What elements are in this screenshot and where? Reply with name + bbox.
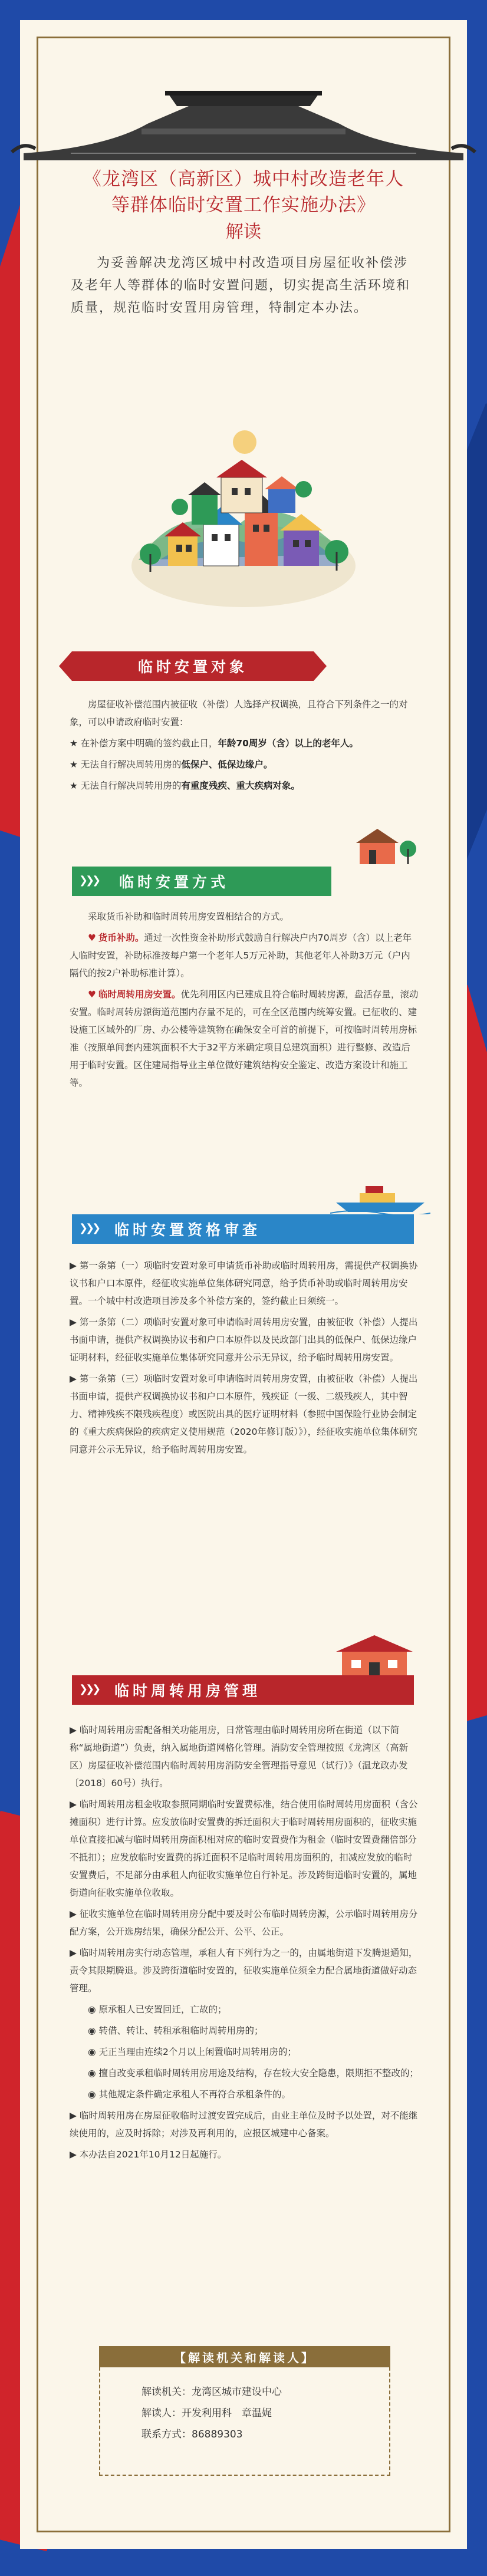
list-item-text: 第一条第（一）项临时安置对象可申请货币补助或临时周转用房，需提供产权调换协议书和户口本原件，经征收实施单位集体研究同意，给予货币补助或临时周转用房安置。一个城中村改造项目涉及多个补偿方案的，签约截止日须统一。: [70, 1260, 418, 1306]
condition-text: 原承租人已安置回迁，亡故的；: [98, 2004, 227, 2015]
bullet-item: [70, 734, 419, 752]
list-item-text: 征收实施单位在临时周转用房分配中要及时公布临时周转房源，公示临时周转用房分配方案，公开选房结果，确保分配公开、公平、公正。: [70, 1909, 418, 1937]
condition-item: [70, 2064, 419, 2082]
heart-icon: ♥: [88, 989, 96, 1000]
list-item-text: 临时周转用房租金收取参照同期临时安置费标准，结合使用临时周转用房面积（含公摊面积）进行计算。应发放临时安置费的拆迁面积大于临时周转用房面积的，征收实施单位直接扣减与临时周转用房面积相对应的临时安置费作为租金（临时安置费翻倍部分不抵扣）；应发放临时安置费的拆迁面积不足临时周转用房面积的，扣减应发放的临时安置费后，不足部分由承租人向征收实施单位自行补足。涉及跨街道临时安置的，属地街道向征收实施单位收取。: [70, 1799, 418, 1898]
village-illustration: [127, 419, 360, 613]
boat-decoration: [330, 1179, 430, 1214]
chevron-icon: ❯❯❯: [79, 1222, 99, 1234]
list-item-text: 临时周转用房在房屋征收临时过渡安置完成后，由业主单位及时予以处置，对不能继续使用的，应及时拆除；对涉及再利用的，应报区城建中心备案。: [70, 2110, 418, 2139]
list-item: [70, 2146, 419, 2163]
section-heading-eligibility-review: [72, 1214, 414, 1244]
section-heading-housing-management: [72, 1675, 414, 1705]
list-item-text: 第一条第（三）项临时安置对象可申请临时周转用房安置，由被征收（补偿）人提出书面申请，提供产权调换协议书和户口本原件，残疾证（一级、二级残疾人，其中智力、精神残疾不限残疾程度）或医院出具的医疗证明材料（参照中国保险行业协会制定的《重大疾病保险的疾病定义使用规范（2020年修订版）》），经征收实施单位集体研究同意并公示无异议，给予临时周转用房安置。: [70, 1373, 418, 1455]
triangle-icon: ▶: [70, 1799, 80, 1810]
sub-item-text: 通过一次性资金补助形式鼓励自行解决户内70周岁（含）以上老年人临时安置，补助标准按每户第一个老年人5万元补助，其他老年人补助3万元（户内隔代的按2户补助标准计算）。: [70, 933, 412, 979]
house-decoration: [354, 825, 419, 867]
condition-text: 转借、转让、转租承租临时周转用房的；: [98, 2025, 264, 2036]
bullet-emphasis: 年龄70周岁（含）以上的老年人。: [218, 738, 358, 749]
list-item-text: 本办法自2021年10月12日起施行。: [79, 2149, 227, 2160]
circle-bullet-icon: ◉: [88, 2025, 99, 2036]
paragraph: 采取货币补助和临时周转用房安置相结合的方式。: [88, 911, 289, 922]
triangle-icon: ▶: [70, 1373, 80, 1384]
bullet-text: 在补偿方案中明确的签约截止日，: [80, 738, 218, 749]
list-item: [70, 1944, 419, 1997]
list-item-text: 第一条第（二）项临时安置对象可申请临时周转用房安置，由被征收（补偿）人提出书面申请，提供产权调换协议书和户口本原件以及民政部门出具的低保户、低保边缘户证明材料，经征收实施单位集体研究同意并公示无异议，给予临时周转用房安置。: [70, 1317, 418, 1363]
triangle-icon: ▶: [70, 1725, 80, 1735]
list-item: [70, 1313, 419, 1366]
footer-person: 解读人：开发利用科 章温娓: [142, 2407, 272, 2419]
title-line-1: 《龙湾区（高新区）城中村改造老年人: [83, 169, 404, 190]
paragraph: 房屋征收补偿范围内被征收（补偿）人选择产权调换，且符合下列条件之一的对象，可以申请政府临时安置：: [70, 699, 408, 727]
triangle-icon: ▶: [70, 2149, 80, 2160]
sub-item: [70, 986, 419, 1092]
list-item: [70, 2107, 419, 2142]
list-item: [70, 1721, 419, 1792]
chevron-icon: ❯❯❯: [79, 1683, 99, 1695]
condition-item: [70, 2022, 419, 2040]
roof-illustration: [0, 83, 487, 165]
condition-item: [70, 2043, 419, 2061]
list-item: [70, 1905, 419, 1941]
sub-item-label: 货币补助。: [98, 933, 144, 943]
triangle-icon: ▶: [70, 1260, 80, 1271]
list-item: [70, 1257, 419, 1310]
list-item: [70, 1370, 419, 1458]
section-heading-text: 临时安置方式: [119, 874, 229, 891]
house-decoration: [330, 1633, 425, 1680]
condition-item: [70, 2001, 419, 2018]
circle-bullet-icon: ◉: [88, 2004, 99, 2015]
list-item: [70, 1796, 419, 1902]
section-heading-text: 临时周转用房管理: [114, 1682, 261, 1699]
section-placement-target: [70, 696, 419, 798]
star-icon: ★: [70, 759, 81, 770]
bullet-emphasis: 低保户、低保边缘户。: [181, 759, 273, 770]
bullet-item: [70, 756, 419, 773]
triangle-icon: ▶: [70, 1909, 80, 1919]
chevron-icon: ❯❯❯: [79, 874, 99, 887]
section-placement-method: [70, 908, 419, 1095]
title-line-2: 等群体临时安置工作实施办法》: [111, 195, 376, 216]
triangle-icon: ▶: [70, 1948, 80, 1958]
heart-icon: ♥: [88, 933, 96, 943]
section-housing-management: [70, 1721, 419, 2167]
section-heading-text: 临时安置资格审查: [114, 1221, 261, 1238]
sub-item-label: 临时周转用房安置。: [98, 989, 181, 1000]
sub-item-text: 优先利用区内已建成且符合临时周转房源，盘活存量，滚动安置。临时周转房源街道范围内存量不足的，可在全区范围内统筹安置。已征收的、建设施工区域外的厂房、办公楼等建筑物在确保安全可首的前提下，可按临时周转用房标准（按照单间套内建筑面积不大于32平方米确定项目总建筑面积）进行整修、改造后用于临时安置。区住建局指导业主单位做好建筑结构安全鉴定、改造方案设计和施工等。: [70, 989, 419, 1088]
footer-info: [142, 2381, 377, 2445]
section-heading-placement-target: [72, 651, 314, 681]
footer-org: 解读机关：龙湾区城市建设中心: [142, 2386, 282, 2398]
circle-bullet-icon: ◉: [88, 2068, 99, 2078]
section-heading-text: 临时安置对象: [137, 658, 248, 676]
circle-bullet-icon: ◉: [88, 2047, 99, 2057]
bullet-emphasis: 有重度残疾、重大疾病对象。: [181, 780, 300, 791]
footer-phone: 联系方式：86889303: [142, 2429, 243, 2440]
list-item-text: 临时周转用房需配备相关功能用房，日常管理由临时周转用房所在街道（以下简称“属地街道”）负责，纳入属地街道网格化管理。消防安全管理按照《龙湾区（高新区）房屋征收补偿范围内临时周转用房消防安全管理指导意见（试行）》（温龙政办发〔2018〕60号）执行。: [70, 1725, 409, 1788]
sub-item: [70, 929, 419, 982]
star-icon: ★: [70, 780, 81, 791]
triangle-icon: ▶: [70, 2110, 80, 2121]
bullet-item: [70, 777, 419, 795]
title-line-3: 解读: [226, 222, 261, 242]
intro-paragraph: 为妥善解决龙湾区城中村改造项目房屋征收补偿涉及老年人等群体的临时安置问题，切实提高生活环境和质量，规范临时安置用房管理，特制定本办法。: [71, 256, 411, 315]
section-eligibility-review: [70, 1257, 419, 1462]
circle-bullet-icon: ◉: [88, 2089, 99, 2100]
condition-text: 擅自改变承租临时周转用房用途及结构，存在较大安全隐患，限期拒不整改的；: [98, 2068, 419, 2078]
triangle-icon: ▶: [70, 1317, 80, 1327]
footer-heading: 【解读机关和解读人】: [99, 2346, 390, 2367]
condition-text: 其他规定条件确定承租人不再符合承租条件的。: [98, 2089, 291, 2100]
title-block: [35, 166, 452, 245]
condition-item: [70, 2086, 419, 2103]
condition-text: 无正当理由连续2个月以上闲置临时周转用房的；: [98, 2047, 297, 2057]
star-icon: ★: [70, 738, 81, 749]
bullet-text: 无法自行解决周转用房的: [80, 780, 182, 791]
section-heading-placement-method: [72, 867, 331, 896]
list-item-text: 临时周转用房实行动态管理，承租人有下列行为之一的，由属地街道下发腾退通知，责令其限期腾退。涉及跨街道临时安置的，征收实施单位须全力配合属地街道做好动态管理。: [70, 1948, 418, 1994]
bullet-text: 无法自行解决周转用房的: [80, 759, 182, 770]
